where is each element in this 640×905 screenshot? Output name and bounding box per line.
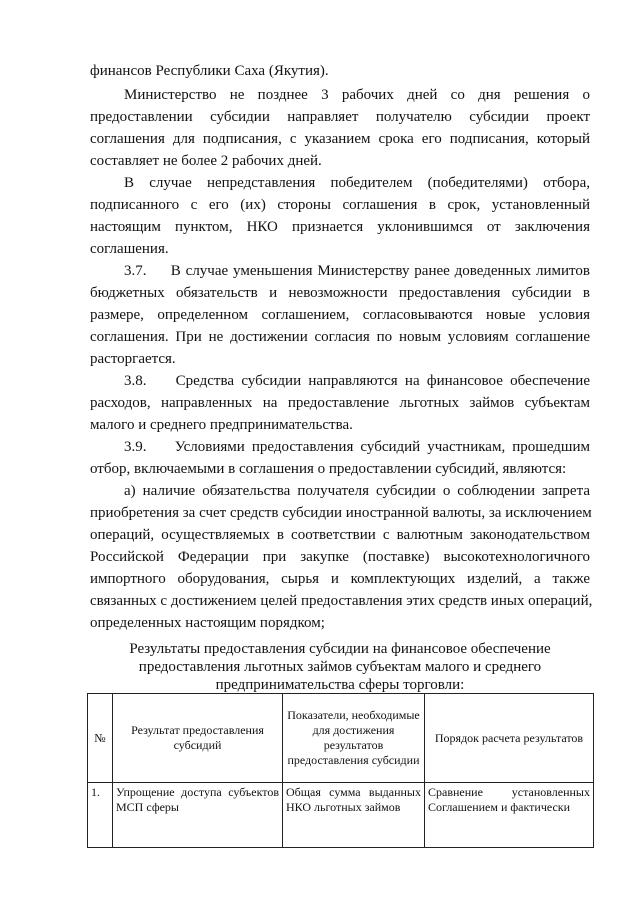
- paragraph-line: размере, определенном соглашением, согласовываются новые условия: [90, 307, 590, 323]
- paragraph-line: импортного оборудования, сырья и комплектующих изделий, а также: [90, 571, 590, 587]
- section-heading-line: Результаты предоставления субсидии на финансовое обеспечение: [129, 641, 551, 657]
- paragraph-line: настоящим пунктом, НКО признается уклонившимся от заключения: [90, 219, 590, 235]
- paragraph-line: бюджетных обязательств и невозможности предоставления субсидии в: [90, 285, 590, 301]
- paragraph-line: операций, осуществляемых в соответствии с валютным законодательством: [90, 527, 590, 543]
- paragraph-line: Российской Федерации при закупке (поставке) высокотехнологичного: [90, 549, 590, 565]
- paragraph-line: соглашения для подписания, с указанием срока его подписания, который: [90, 131, 590, 147]
- table-row: [88, 783, 594, 848]
- paragraph-line: составляет не более 2 рабочих дней.: [90, 153, 322, 169]
- paragraph-line: приобретения за счет средств субсидии иностранной валюты, за исключением: [90, 505, 592, 521]
- header-calculation: Порядок расчета результатов: [425, 694, 594, 783]
- section-heading-line: предпринимательства сферы торговли:: [215, 677, 465, 693]
- paragraph-line: 3.7. В случае уменьшения Министерству ранее доведенных лимитов: [124, 263, 590, 279]
- paragraph-line: связанных с достижением целей предоставления этих средств иных операций,: [90, 593, 593, 609]
- paragraph-line: отбор, включаемыми в соглашения о предоставлении субсидий, являются:: [90, 461, 567, 477]
- paragraph-line: расторгается.: [90, 351, 176, 367]
- cell-result: Упрощение доступа субъектов МСП сферы: [113, 783, 283, 848]
- paragraph-line: В случае непредставления победителем (победителями) отбора,: [124, 175, 590, 191]
- paragraph-line: финансов Республики Саха (Якутия).: [90, 63, 329, 79]
- paragraph-line: малого и среднего предпринимательства.: [90, 417, 353, 433]
- paragraph-line: расходов, направленных на предоставление льготных займов субъектам: [90, 395, 590, 411]
- cell-indicators: Общая сумма выданных НКО льготных займов: [283, 783, 425, 848]
- paragraph-line: определенных настоящим порядком;: [90, 615, 325, 631]
- paragraph-line: Министерство не позднее 3 рабочих дней со дня решения о: [124, 87, 590, 103]
- paragraph-line: соглашения. При не достижении согласия по новым условиям соглашение: [90, 329, 590, 345]
- paragraph-line: предоставлении субсидии направляет получателю субсидии проект: [90, 109, 590, 125]
- paragraph-line: а) наличие обязательства получателя субсидии о соблюдении запрета: [124, 483, 590, 499]
- header-result: Результат предоставления субсидий: [113, 694, 283, 783]
- paragraph-line: 3.8. Средства субсидии направляются на финансовое обеспечение: [124, 373, 590, 389]
- section-heading-line: предоставления льготных займов субъектам малого и среднего: [138, 659, 542, 675]
- header-indicators: Показатели, необходимые для достижения результатов предоставления субсидии: [283, 694, 425, 783]
- table-header-row: [88, 694, 594, 783]
- cell-calculation: Сравнение установленных Соглашением и фактически: [425, 783, 594, 848]
- header-number: №: [88, 694, 113, 783]
- paragraph-line: 3.9. Условиями предоставления субсидий участникам, прошедшим: [124, 439, 590, 455]
- results-table: [87, 693, 594, 848]
- paragraph-line: соглашения.: [90, 241, 169, 257]
- paragraph-line: подписанного с его (их) стороны соглашения в срок, установленный: [90, 197, 590, 213]
- cell-number: 1.: [88, 783, 113, 848]
